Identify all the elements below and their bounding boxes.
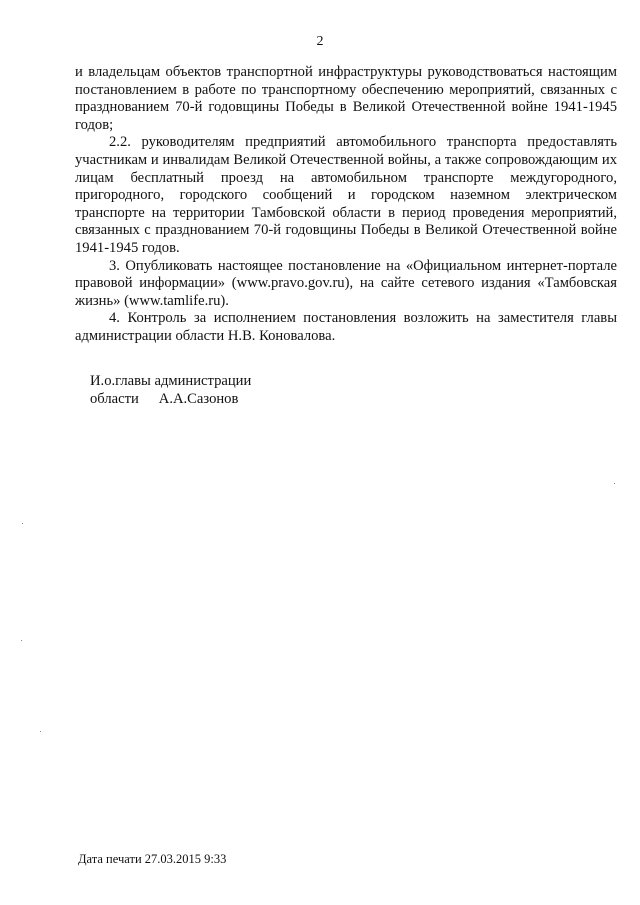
signature-title-region: области	[90, 391, 139, 407]
signature-block	[90, 372, 251, 408]
scan-speck	[22, 523, 23, 524]
paragraph-2-2: 2.2. руководителям предприятий автомобильного транспорта предоставлять участникам и инвалидам Великой Отечественной войны, а также сопровождающим их лицам бесплатный проезд на автомобильном транспорте междугородного, пригородного, городского сообщений и городском наземном электрическом транспорте на территории Тамбовской области в период проведения мероприятий, связанных с празднованием 70-й годовщины Победы в Великой Отечественной войне 1941-1945 годов.	[75, 134, 617, 256]
scan-speck	[614, 483, 615, 484]
signature-title-line1: И.о.главы администрации	[90, 373, 252, 389]
page-number: 2	[316, 34, 324, 49]
signature-title-line2	[90, 390, 251, 408]
paragraph-continuation: и владельцам объектов транспортной инфраструктуры руководствоваться настоящим постановлением в работе по транспортному обеспечению мероприятий, связанных с празднованием 70-й годовщины Победы в Великой Отечественной войне 1941-1945 годов;	[75, 64, 617, 133]
signature-name: А.А.Сазонов	[158, 391, 239, 407]
scan-speck	[40, 731, 41, 732]
document-body	[75, 64, 617, 346]
scan-speck	[21, 640, 22, 641]
paragraph-4: 4. Контроль за исполнением постановления возложить на заместителя главы администрации области Н.В. Коновалова.	[75, 310, 617, 344]
print-date: Дата печати 27.03.2015 9:33	[78, 852, 227, 866]
paragraph-3: 3. Опубликовать настоящее постановление на «Официальном интернет-портале правовой информации» (www.pravo.gov.ru), на сайте сетевого издания «Тамбовская жизнь» (www.tamlife.ru).	[75, 257, 617, 309]
